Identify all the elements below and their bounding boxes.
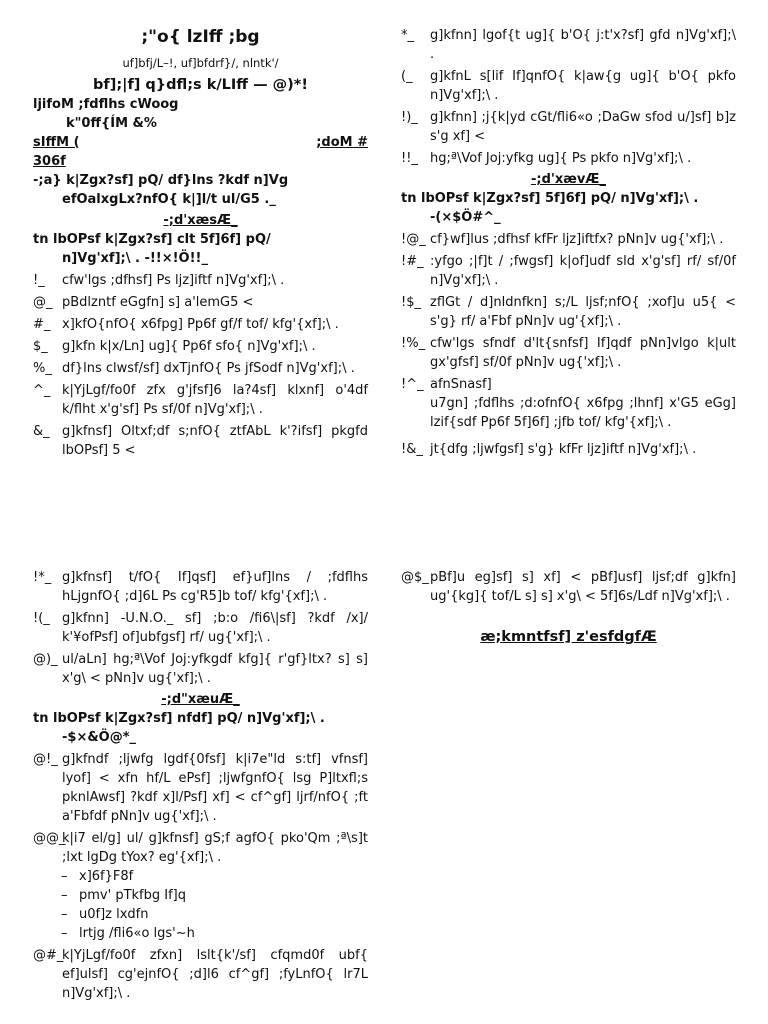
question-text: k|YjLgf/fo0f zfx g'jfsf]6 la?4sf] klxnf] o'4df k/flht x'g'sf] Ps sf/0f n]Vg'xf];\ . — [62, 383, 368, 417]
question-text: g]kfnsf] t/fO{ If]qsf] ef}uf]lns / ;fdflhs hLjgnfO{ ;d]6L Ps cg'R5]b tof/ kfg'{xf];\ . — [62, 570, 368, 604]
question-item — [401, 108, 736, 146]
time-unit: 306f — [33, 154, 66, 169]
question-item — [33, 750, 368, 826]
question-text: cfw'lgs sfndf d'lt{snfsf] If]qdf pNn]vlgo k|ult gx'gfsf] sf/0f pNn]v ug{'xf];\ . — [430, 336, 736, 370]
question-number: !(_ — [33, 611, 50, 626]
question-item-continuation — [401, 394, 736, 432]
question-text: g]kfnn] lgof{t ug]{ b'O{ j:t'x?sf] gfd n]Vg'xf];\ . — [430, 28, 736, 62]
question-text: k|i7 el/g] ul/ g]kfnsf] gS;f agfO{ pko'Qm ;ª\s]t ;lxt lgDg tYox? eg'{xf];\ . — [62, 831, 368, 865]
question-text: x]kfO{nfO{ x6fpg] Pp6f gf/f tof/ kfg'{xf];\ . — [62, 317, 339, 332]
question-number: *_ — [401, 28, 414, 43]
question-text: df}lns clwsf/sf] dxTjnfO{ Ps jfSodf n]Vg'xf];\ . — [62, 361, 355, 376]
question-item — [33, 359, 368, 378]
question-text: g]kfnn] -U.N.O._ sf] ;b:o /fi6\|sf] ?kdf /x]/ k'¥ofPsf] of]ubfgsf] rf/ ug{'xf];\ . — [62, 611, 368, 645]
question-text: g]kfnsf] Oltxf;df s;nfO{ ztfAbL k'?ifsf] pkgfd lbOPsf] 5 < — [62, 424, 368, 458]
subject-line: ljifoM ;fdflhs cWoog — [33, 97, 179, 112]
question-text: zflGt / d]nldnfkn] s;/L ljsf;nfO{ ;xof]u u5{ < s'g} rf/ a'Fbf pNn]v ug'{xf];\ . — [430, 295, 736, 329]
question-item — [33, 315, 368, 334]
column-right-bottom — [401, 568, 736, 647]
question-item — [33, 609, 368, 647]
question-text: cf}wf]lus ;dfhsf kfFr ljz]iftfx? pNn]v ug{'xf];\ . — [430, 232, 724, 247]
question-item — [33, 946, 368, 1003]
question-number: @$_ — [401, 570, 429, 585]
question-text: g]kfndf ;ljwfg lgdf{0fsf] k|i7e"ld s:tf] vfnsf] lyof] < xfn hf/L ePsf] ;ljwfgnfO{ lsg P]ltxfl;s pknlAwsf] ?kdf x]l/Psf] xf] < cf^gf] ljrf/nfO{ ;ft a'Fbfdf pNn]v ug{'xf];\ . — [62, 752, 368, 824]
question-item — [401, 293, 736, 331]
question-item — [401, 149, 736, 168]
class-time-line — [33, 133, 368, 152]
question-text: :yfgo ;|f]t / ;fwgsf] k|of]udf sld x'g'sf] rf/ sf/0f n]Vg'xf];\ . — [430, 254, 736, 288]
column-left-top — [33, 26, 368, 460]
map-feature-text: u0f]z lxdfn — [79, 907, 149, 922]
school-name: ;"o{ lzIff ;bg — [141, 27, 260, 47]
question-item — [401, 568, 736, 606]
question-number: !_ — [33, 273, 45, 288]
map-feature-item: – u0f]z lxdfn — [61, 907, 149, 922]
question-text: pBdlzntf eGgfn] s] a'lemG5 < — [62, 295, 254, 310]
general-instruction-2: efOalxgLx?nfO{ k|]l/t ul/G5 ._ — [62, 192, 276, 207]
question-item — [401, 375, 736, 394]
map-feature-text: x]6f}F8f — [79, 869, 134, 884]
question-item — [33, 293, 368, 312]
question-number: #_ — [33, 317, 51, 332]
question-text: k|YjLgf/fo0f zfxn] lslt{k'/sf] cfqmd0f ubf{ ef]ulsf] cg'ejnfO{ ;d]l6 cf^gf] ;fyLnfO{ lr7L n]Vg'xf];\ . — [62, 948, 368, 1001]
question-text: ul/aLn] hg;ª\Vof Joj:yfkgdf kfg]{ r'gf}ltx? s] s] x'g\ < pNn]v ug{'xf];\ . — [62, 652, 368, 686]
question-item — [401, 334, 736, 372]
question-item — [401, 252, 736, 290]
question-number: !*_ — [33, 570, 52, 585]
question-text: g]kfn k|x/Ln] ug]{ Pp6f sfo{ n]Vg'xf];\ . — [62, 339, 316, 354]
map-feature-item: – x]6f}F8f — [61, 869, 134, 884]
question-number: !%_ — [401, 336, 426, 351]
question-item — [401, 26, 736, 64]
question-item — [33, 271, 368, 290]
question-item — [33, 568, 368, 606]
section-ka-instruction: tn lbOPsf k|Zgx?sf] clt 5f]6f] pQ/ — [33, 232, 271, 247]
question-item — [33, 422, 368, 460]
question-number: !!_ — [401, 151, 418, 166]
question-number: %_ — [33, 361, 52, 376]
full-marks-line: k"0ff{ÍM &% — [66, 116, 157, 131]
class-label: sIffM ( — [33, 135, 80, 150]
question-item — [33, 650, 368, 688]
section-kha-marks: -(×$Ö#^_ — [430, 210, 501, 225]
map-feature-item: – lrtjg /fli6«o lgs'~h — [61, 926, 195, 941]
question-number: $_ — [33, 339, 48, 354]
question-text: afnSnasf] — [430, 377, 492, 392]
map-feature-text: pmv' pTkfbg If]q — [79, 888, 186, 903]
column-left-bottom — [33, 568, 368, 1003]
exam-heading: bf];|f] q}dfl;s k/LIff — @)*! — [93, 77, 308, 93]
question-item — [33, 381, 368, 419]
question-item — [401, 440, 736, 459]
column-right-top — [401, 26, 736, 459]
question-number: !&_ — [401, 442, 423, 457]
question-text: jt{dfg ;ljwfgsf] s'g} kfFr ljz]iftf n]Vg'xf];\ . — [430, 442, 697, 457]
question-number: @_ — [33, 295, 53, 310]
question-number: !#_ — [401, 254, 424, 269]
map-feature-item: – pmv' pTkfbg If]q — [61, 888, 186, 903]
question-number: (_ — [401, 69, 413, 84]
question-number: @#_ — [33, 948, 64, 963]
question-number: !$_ — [401, 295, 421, 310]
question-text: pBf]u eg]sf] s] xf] < pBf]usf] ljsf;df g]kfn] ug'{kg]{ tof/L s] s] x'g\ < 5f]6s/Ldf n]Vg'xf];\ . — [430, 570, 736, 604]
question-number: @@_ — [33, 831, 66, 846]
question-number: @!_ — [33, 752, 58, 767]
question-item — [33, 829, 368, 867]
general-instruction-1: -;a} k|Zgx?sf] pQ/ df}lns ?kdf n]Vg — [33, 173, 289, 188]
question-number: @)_ — [33, 652, 58, 667]
section-ka-marks: n]Vg'xf];\ . -!!×!Ö!!_ — [62, 251, 208, 266]
section-kha-heading: -;d'xævÆ_ — [531, 172, 606, 187]
closing-wish: æ;kmntfsf] z'esfdgfÆ — [480, 629, 657, 645]
section-ka-heading: -;d'xæsÆ_ — [163, 213, 238, 228]
question-number: !^_ — [401, 377, 424, 392]
question-text: g]kfnL s[lif If]qnfO{ k|aw{g ug]{ b'O{ pkfo n]Vg'xf];\ . — [430, 69, 736, 103]
section-ga-heading: -;d"xæuÆ_ — [161, 692, 240, 707]
time-label: ;doM # — [316, 135, 368, 150]
question-item — [401, 230, 736, 249]
question-number: &_ — [33, 424, 50, 439]
question-number: ^_ — [33, 383, 51, 398]
section-kha-instruction: tn lbOPsf k|Zgx?sf] 5f]6f] pQ/ n]Vg'xf];\ . — [401, 191, 699, 206]
section-ga-instruction: tn lbOPsf k|Zgx?sf] nfdf] pQ/ n]Vg'xf];\ . — [33, 711, 325, 726]
question-text: cfw'lgs ;dfhsf] Ps ljz]iftf n]Vg'xf];\ . — [62, 273, 285, 288]
school-address: uf]bfj/L–!, uf]bfdrf}/, nlntk'/ — [122, 56, 279, 70]
question-item — [401, 67, 736, 105]
question-text: g]kfnn] ;j{k|yd cGt/fli6«o ;DaGw sfod u/]sf] b]z s'g xf] < — [430, 110, 736, 144]
question-text: u7gn] ;fdflhs ;d:ofnfO{ x6fpg ;lhnf] x'G5 eGg] lzif{sdf Pp6f 5f]6f] ;jfb tof/ kfg'{xf];\ . — [430, 396, 736, 430]
question-item — [33, 337, 368, 356]
map-feature-text: lrtjg /fli6«o lgs'~h — [79, 926, 195, 941]
question-number: !@_ — [401, 232, 426, 247]
question-number: !)_ — [401, 110, 418, 125]
section-ga-marks: -$×&Ö@*_ — [62, 730, 137, 745]
question-text: hg;ª\Vof Joj:yfkg ug]{ Ps pkfo n]Vg'xf];\ . — [430, 151, 692, 166]
